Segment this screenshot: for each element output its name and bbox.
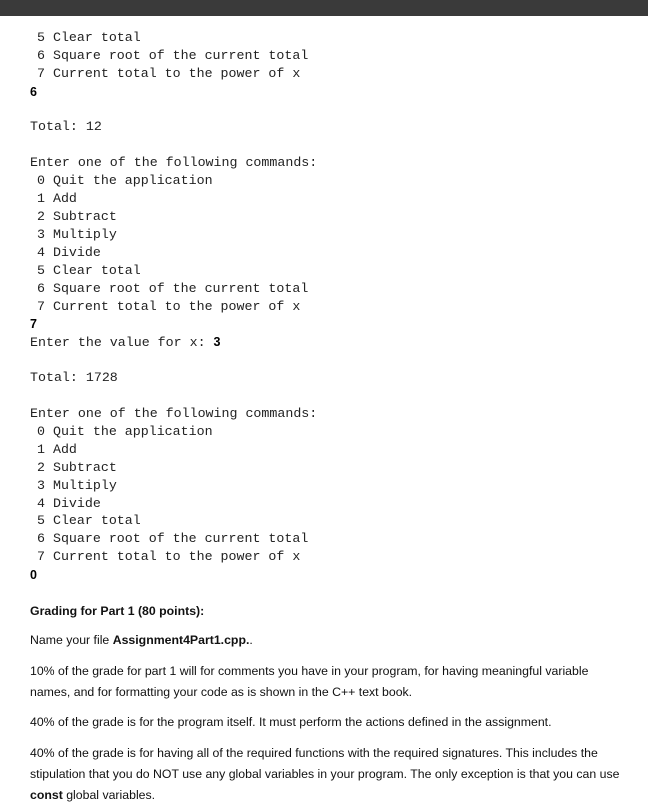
menu-item: 4 Divide <box>37 496 101 511</box>
grading-para-comments: 10% of the grade for part 1 will for comments you have in your program, for having meaningful variable names, and for formatting your code as is shown in the C++ text book. <box>30 664 589 699</box>
menu-item: 7 Current total to the power of x <box>37 299 301 314</box>
value-prompt: Enter the value for x: <box>30 335 214 350</box>
grading-heading: Grading for Part 1 (80 points): <box>30 604 205 618</box>
grading-para-functions <box>30 743 620 806</box>
menu-item: 4 Divide <box>37 245 101 260</box>
file-name-prefix: Name your file <box>30 633 113 647</box>
functions-text-end: global variables. <box>62 788 156 802</box>
menu-item: 2 Subtract <box>37 460 117 475</box>
menu-item: 5 Clear total <box>37 513 141 528</box>
functions-text: 40% of the grade is for having all of the required functions with the required signatures. This includes the stipulation that you do NOT use any global variables in your program. The only exception is that you can use <box>30 746 620 781</box>
total-output: Total: 1728 <box>30 370 118 385</box>
menu-item: 0 Quit the application <box>37 424 213 439</box>
file-name-line <box>30 630 620 651</box>
menu-item: 0 Quit the application <box>37 173 213 188</box>
menu-item: 1 Add <box>37 191 77 206</box>
user-input: 0 <box>30 568 37 582</box>
user-input: 7 <box>30 317 37 331</box>
menu-item: 6 Square root of the current total <box>37 48 309 63</box>
file-name: Assignment4Part1.cpp. <box>112 633 250 647</box>
value-prompt-line <box>30 333 220 351</box>
top-bar <box>0 0 648 16</box>
menu-item: 1 Add <box>37 442 77 457</box>
menu-item: 3 Multiply <box>37 478 117 493</box>
menu-item: 6 Square root of the current total <box>37 531 309 546</box>
user-input: 6 <box>30 85 37 99</box>
menu-item: 3 Multiply <box>37 227 117 242</box>
file-name-suffix: . <box>249 633 253 647</box>
total-output: Total: 12 <box>30 119 102 134</box>
grading-para-program: 40% of the grade is for the program itself. It must perform the actions defined in the assignment. <box>30 715 552 729</box>
menu-item: 5 Clear total <box>37 263 141 278</box>
menu-prompt: Enter one of the following commands: <box>30 155 318 170</box>
menu-item: 2 Subtract <box>37 209 117 224</box>
menu-item: 7 Current total to the power of x <box>37 549 301 564</box>
const-keyword: const <box>30 788 63 802</box>
value-input: 3 <box>213 335 221 349</box>
menu-item: 5 Clear total <box>37 30 141 45</box>
menu-item: 7 Current total to the power of x <box>37 66 301 81</box>
menu-prompt: Enter one of the following commands: <box>30 406 318 421</box>
menu-item: 6 Square root of the current total <box>37 281 309 296</box>
